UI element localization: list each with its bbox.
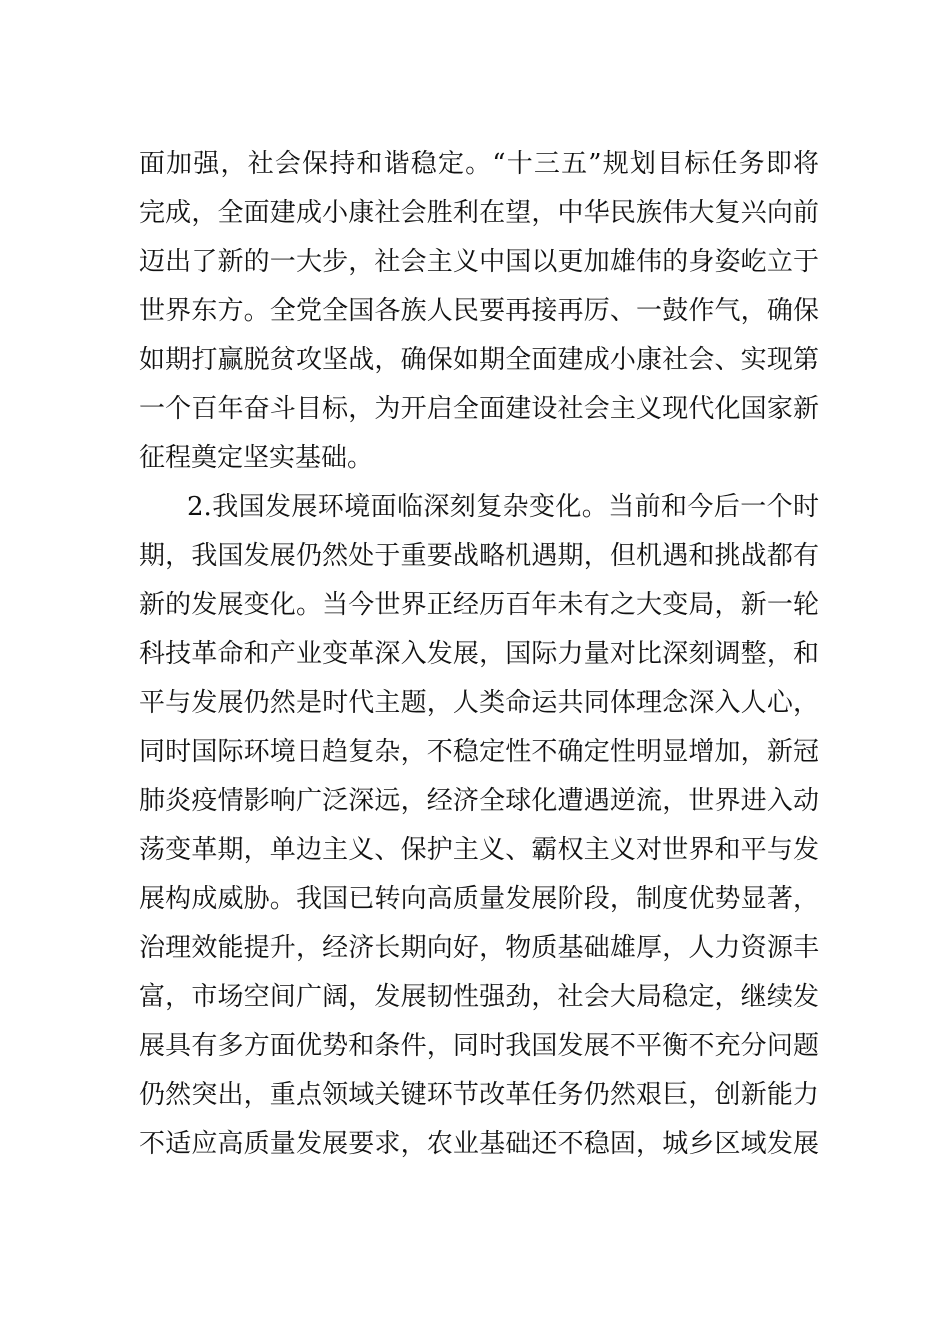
paragraph-2-line-12: 展具有多方面优势和条件，同时我国发展不平衡不充分问题 bbox=[139, 1031, 819, 1061]
paragraph-1-line-5: 如期打赢脱贫攻坚战，确保如期全面建成小康社会、实现第 bbox=[139, 345, 819, 375]
paragraph-1-line-1: 面加强，社会保持和谐稳定。“十三五”规划目标任务即将 bbox=[139, 149, 819, 179]
paragraph-2-line-10: 治理效能提升，经济长期向好，物质基础雄厚，人力资源丰 bbox=[139, 933, 819, 963]
paragraph-2-line-5: 平与发展仍然是时代主题，人类命运共同体理念深入人心， bbox=[139, 688, 819, 718]
body-text bbox=[139, 140, 819, 1169]
paragraph-2-line-11: 富，市场空间广阔，发展韧性强劲，社会大局稳定，继续发 bbox=[139, 982, 819, 1012]
paragraph-2-line-7: 肺炎疫情影响广泛深远，经济全球化遭遇逆流，世界进入动 bbox=[139, 786, 819, 816]
paragraph-1-line-7: 征程奠定坚实基础。 bbox=[139, 443, 374, 473]
paragraph-2-line-2: 期，我国发展仍然处于重要战略机遇期，但机遇和挑战都有 bbox=[139, 541, 819, 571]
paragraph-2-line-6: 同时国际环境日趋复杂，不稳定性不确定性明显增加，新冠 bbox=[139, 737, 819, 767]
paragraph-2-line-1: 2.我国发展环境面临深刻复杂变化。当前和今后一个时 bbox=[187, 492, 819, 522]
paragraph-1-line-3: 迈出了新的一大步，社会主义中国以更加雄伟的身姿屹立于 bbox=[139, 247, 819, 277]
paragraph-2-line-4: 科技革命和产业变革深入发展，国际力量对比深刻调整，和 bbox=[139, 639, 819, 669]
paragraph-1-line-6: 一个百年奋斗目标，为开启全面建设社会主义现代化国家新 bbox=[139, 394, 819, 424]
paragraph-2-line-3: 新的发展变化。当今世界正经历百年未有之大变局，新一轮 bbox=[139, 590, 819, 620]
paragraph-2-line-14: 不适应高质量发展要求，农业基础还不稳固，城乡区域发展 bbox=[139, 1129, 819, 1159]
paragraph-2-line-8: 荡变革期，单边主义、保护主义、霸权主义对世界和平与发 bbox=[139, 835, 819, 865]
paragraph-2-line-13: 仍然突出，重点领域关键环节改革任务仍然艰巨，创新能力 bbox=[139, 1080, 819, 1110]
paragraph-2-line-9: 展构成威胁。我国已转向高质量发展阶段，制度优势显著， bbox=[139, 884, 819, 914]
paragraph-1-line-4: 世界东方。全党全国各族人民要再接再厉、一鼓作气，确保 bbox=[139, 296, 819, 326]
paragraph-1-line-2: 完成，全面建成小康社会胜利在望，中华民族伟大复兴向前 bbox=[139, 198, 819, 228]
